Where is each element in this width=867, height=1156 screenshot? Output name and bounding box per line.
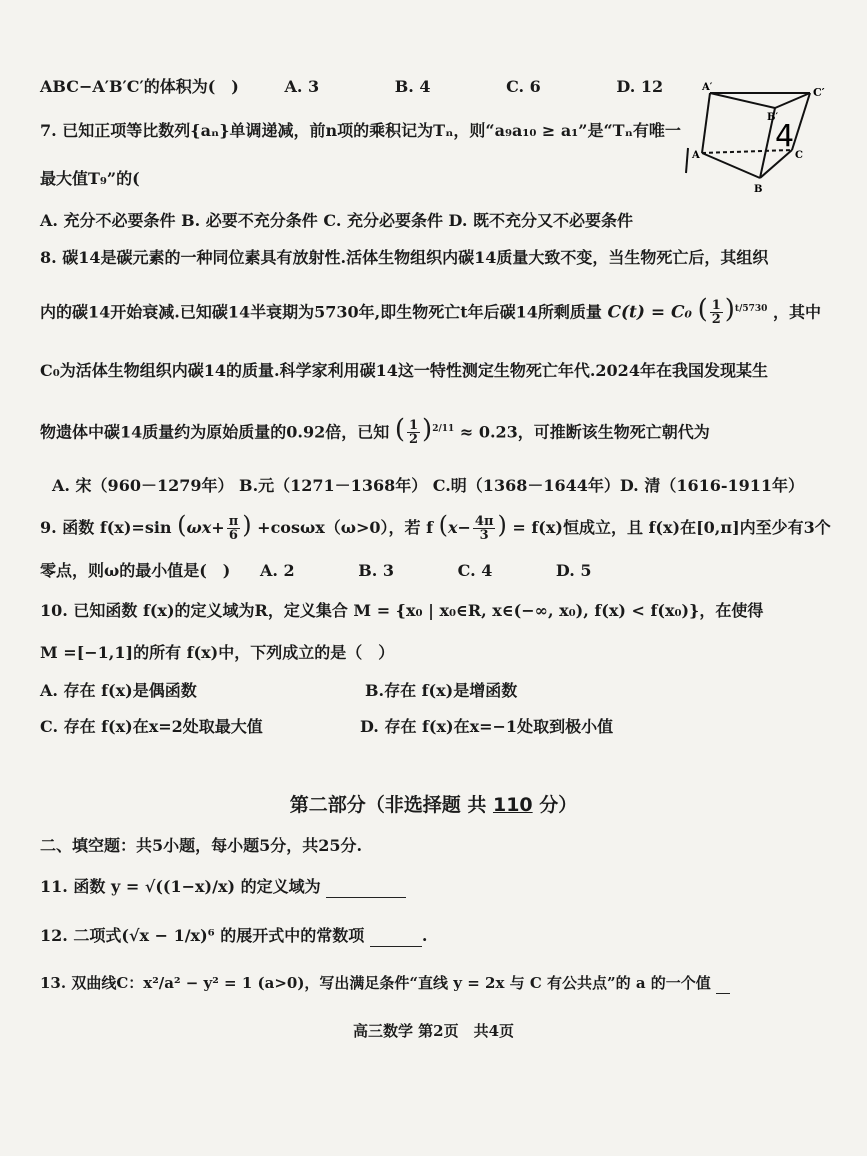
page-footer: 高三数学 第2页 共4页 [352, 1022, 515, 1040]
q9-line-2 [40, 560, 592, 582]
q11-text: 11. 函数 y = √((1−x)/x) 的定义域为 [40, 877, 321, 896]
figure-label-b1: B′ [767, 112, 779, 123]
q9-option-a: A. 2 [259, 561, 295, 580]
q8-line-2-text: 内的碳14开始衰减.已知碳14半衰期为5730年,即生物死亡t年后碳14所剩质量 [40, 302, 602, 322]
q9-question: 零点，则ω的最小值是( ) [40, 561, 231, 580]
q10-option-b: B.存在 f(x)是增函数 [365, 681, 518, 700]
q6-option-a: A. 3 [284, 77, 320, 96]
q11 [40, 876, 406, 898]
q8-line-4: 物遗体中碳14质量约为原始质量的0.92倍，已知 ( $\frac{1}{2}$ )$^{2/11}$ ≈ 0.23，可推断该生物死亡朝代为 [40, 414, 710, 448]
q6-option-c: C. 6 [506, 77, 541, 96]
figure-label-c1: C′ [813, 86, 825, 99]
q8-line-2-tail: ，其中 [773, 302, 822, 322]
figure-label-a1: A′ [702, 82, 713, 93]
q13 [40, 972, 730, 994]
prism-figure [680, 78, 830, 198]
q10-option-d: D. 存在 f(x)在x=−1处取到极小值 [360, 717, 614, 736]
part-two-title [0, 790, 867, 817]
q6-tail [40, 76, 663, 98]
part-two-title-end: 分） [539, 794, 578, 816]
q8-line-2: 内的碳14开始衰减.已知碳14半衰期为5730年,即生物死亡t年后碳14所剩质量 C(t) = C₀ ( $\frac{1}{2}$ )$^{t/5730}$ ，其中 [40, 294, 822, 328]
figure-label-c: C [795, 150, 803, 161]
q10-line-2: M =[−1,1]的所有 f(x)中，下列成立的是（ ） [40, 643, 395, 662]
q10-option-a: A. 存在 f(x)是偶函数 [40, 681, 197, 700]
part-two-score: 110 [492, 794, 533, 816]
figure-label-b: B [754, 184, 763, 195]
q9-option-c: C. 4 [457, 561, 493, 580]
q12: 12. 二项式(√x − 1/x)⁶ 的展开式中的常数项 . [40, 926, 428, 945]
fill-section-header: 二、填空题：共5小题，每小题5分，共25分. [40, 836, 363, 855]
q13-text: 13. 双曲线C：x²/a² − y² = 1 (a>0)，写出满足条件“直线 y = 2x 与 C 有公共点”的 a 的一个值 [40, 974, 711, 992]
q7-line-1: 7. 已知正项等比数列{aₙ}单调递减，前n项的乘积记为Tₙ，则“a₉a₁₀ ≥ a₁”是“Tₙ有唯一 [40, 121, 681, 140]
q9-text-end: = f(x)恒成立，且 f(x)在[0,π]内至少有3个 [512, 518, 831, 537]
q8-options: A. 宋（960－1279年） B.元（1271－1368年） C.明（1368－1644年）D. 清（1616-1911年） [52, 476, 805, 495]
q6-option-b: B. 4 [394, 77, 431, 96]
q6-text: ABC−A′B′C′的体积为( ) [40, 77, 239, 96]
q12-text: 12. 二项式(√x − 1/x)⁶ 的展开式中的常数项 [40, 926, 365, 945]
q8-line-4-text: 物遗体中碳14质量约为原始质量的0.92倍，已知 [40, 422, 390, 442]
figure-label-a: A [692, 150, 700, 161]
q8-line-1: 8. 碳14是碳元素的一种同位素具有放射性.活体生物组织内碳14质量大致不变，当生物死亡后，其组织 [40, 248, 769, 267]
q8-line-4-exponent: 2/11 [432, 424, 455, 434]
q9-text-start: 9. 函数 f(x)=sin [40, 518, 172, 537]
q9-line-1: 9. 函数 f(x)=sin (ωx+ $\frac{\pi}{6}$ ) +cosωx（ω>0），若 f (x− $\frac{4\pi}{3}$ ) = f(x)恒成立，且 f(x)在[0,π]内至少有3个 [40, 511, 831, 543]
handwritten-four: 4 [775, 119, 795, 154]
q12-answer-blank[interactable] [370, 946, 422, 947]
q10-option-c: C. 存在 f(x)在x=2处取最大值 [40, 717, 263, 736]
q8-formula: C(t) = C₀ [607, 302, 692, 323]
q8-line-3: C₀为活体生物组织内碳14的质量.科学家利用碳14这一特性测定生物死亡年代.2024年在我国发现某生 [40, 361, 768, 380]
part-two-title-text: 第二部分（非选择题 共 [289, 794, 487, 816]
q9-option-b: B. 3 [358, 561, 395, 580]
q9-option-d: D. 5 [555, 561, 592, 580]
q7-line-2: 最大值T₉”的( [40, 169, 140, 188]
q13-answer-blank[interactable] [716, 993, 730, 994]
q6-option-d: D. 12 [616, 77, 664, 96]
q11-answer-blank[interactable] [326, 897, 406, 898]
q7-options: A. 充分不必要条件 B. 必要不充分条件 C. 充分必要条件 D. 既不充分又不必要条件 [40, 211, 633, 230]
q10-line-1: 10. 已知函数 f(x)的定义域为R，定义集合 M = {x₀ | x₀∈R, x∈(−∞, x₀), f(x) < f(x₀)}，在使得 [40, 601, 764, 620]
q8-formula-exponent: t/5730 [734, 304, 768, 314]
q9-text-mid: +cosωx（ω>0），若 f [257, 518, 433, 537]
q8-line-4-tail: ≈ 0.23，可推断该生物死亡朝代为 [459, 422, 710, 442]
